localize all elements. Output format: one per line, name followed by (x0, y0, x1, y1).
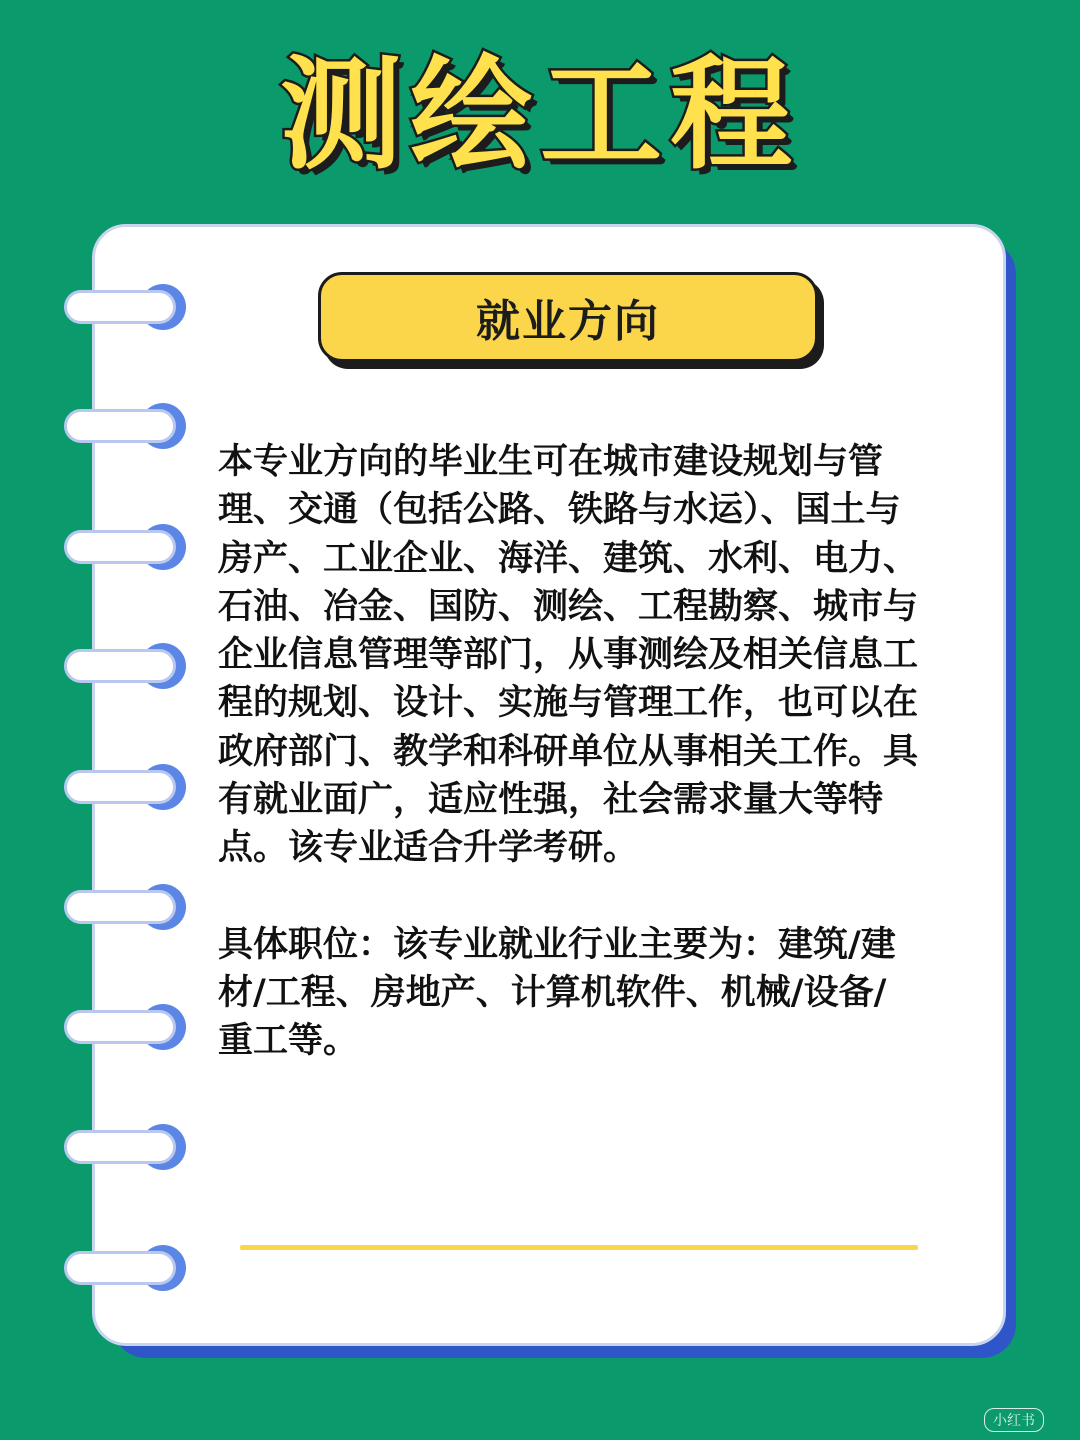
paragraph-positions: 具体职位：该专业就业行业主要为：建筑/建材/工程、房地产、计算机软件、机械/设备/重工等。 (218, 924, 896, 1062)
binder-ring-tab (64, 290, 176, 324)
paragraph-spacer (218, 873, 918, 921)
binder-ring-tab (64, 1130, 176, 1164)
binder-ring-tab (64, 890, 176, 924)
binder-ring-tab (64, 1010, 176, 1044)
paragraph-employment: 本专业方向的毕业生可在城市建设规划与管理、交通（包括公路、铁路与水运）、国土与房产、工业企业、海洋、建筑、水利、电力、石油、冶金、国防、测绘、工程勘察、城市与企业信息管理等部门，从事测绘及相关信息工程的规划、设计、实施与管理工作，也可以在政府部门、教学和科研单位从事相关工作。具有就业面广，适应性强，社会需求量大等特点。该专业适合升学考研。 (218, 442, 919, 869)
binder-ring-tab (64, 1251, 176, 1285)
yellow-divider (240, 1245, 918, 1250)
page-title: 测绘工程 (280, 44, 800, 186)
card-body (218, 438, 918, 1066)
section-tag: 就业方向 (318, 272, 818, 362)
binder-ring-tab (64, 530, 176, 564)
binder-ring-tab (64, 770, 176, 804)
binder-ring-tab (64, 649, 176, 683)
watermark-badge: 小红书 (984, 1408, 1044, 1432)
binder-ring-tab (64, 409, 176, 443)
